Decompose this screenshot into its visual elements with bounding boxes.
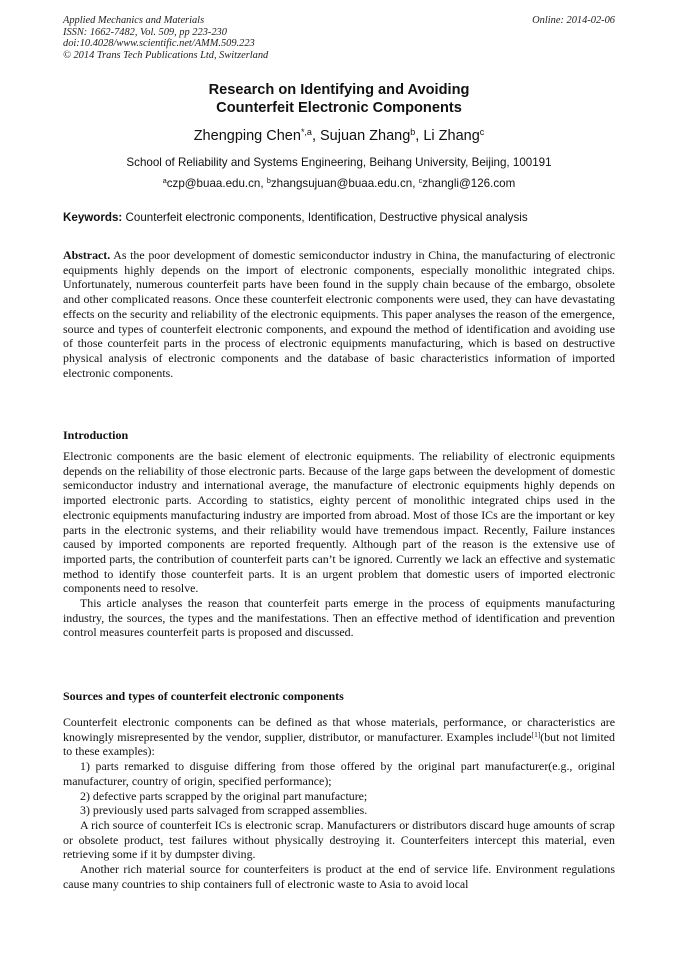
author-separator: ,: [311, 128, 320, 144]
sources-body: [63, 715, 615, 891]
intro-paragraph-1: Electronic components are the basic element of electronic equipments. The reliability of electronic equipments depends on the reliability of those electronic parts. Because of the large gaps between the development of domestic semiconductor industry and international average, the manufacture of electronic equipments highly depends on imported electronic parts. According to statistics, eighty percent of monolithic integrated chips used in the electronic equipments manufacturing industry are imported from abroad. Most of those ICs are the important or key parts in the electronic systems, and their reliability would have tremendous impact. Recently, Failure instances caused by imported components are reported frequently. Although part of the reason is the extensive use of imported parts, the contribution of counterfeit parts can’t be ignored. Currently we lack an effective and systematic method to identify those counterfeit parts. It is an urgent problem that domestic users of imported electronic components need to resolve.: [63, 449, 615, 596]
doi-line: doi:10.4028/www.scientific.net/AMM.509.223: [63, 38, 255, 49]
introduction-heading: Introduction: [63, 428, 129, 442]
email-b-mark: b: [266, 176, 271, 186]
sources-heading: Sources and types of counterfeit electronic components: [63, 689, 344, 703]
list-item-2: 2) defective parts scrapped by the original part manufacture;: [80, 788, 368, 803]
sources-paragraph-1: [63, 715, 615, 759]
journal-header: [63, 15, 268, 61]
author-1-mark: *,a: [300, 127, 312, 138]
author-3: Li Zhang: [423, 128, 480, 144]
author-2-mark: b: [410, 127, 416, 138]
list-item-3: 3) previously used parts salvaged from scrapped assemblies.: [80, 803, 368, 818]
sources-p1-text: Counterfeit electronic components can be defined as that whose materials, performance, or characteristics are knowingly misrepresented by the vendor, supplier, distributor, or manufacturer. Examples include: [63, 715, 615, 744]
author-1: Zhengping Chen: [193, 128, 301, 144]
online-date: Online: 2014-02-06: [532, 15, 615, 26]
affiliation: School of Reliability and Systems Engineering, Beihang University, Beijing, 100191: [126, 156, 552, 169]
journal-name: Applied Mechanics and Materials: [63, 15, 205, 26]
author-emails: [0, 177, 678, 190]
abstract-text: As the poor development of domestic semiconductor industry in China, the manufacturing of electronic equipments highly depends on the import of electronic components, especially monolithic integrated chips. Unfortunately, numerous counterfeit parts have been found in the supply chain because of the embargo, obsolete and other complicated reasons. Once these counterfeit electronic components were used, they can have devastating effects on the security and reliability of the electronic equipments. This paper analyses the reason of the emergence, source and types of counterfeit electronic components, and expound the method of identification and avoiding use of those counterfeit parts in the process of electronic equipments manufacturing, which is based on destructive physical analysis of electronic components and the database of basic characteristics information of imported electronic components.: [63, 248, 615, 380]
list-item-1: 1) parts remarked to disguise differing from those offered by the original part manufacturer(e.g., original manufacturer, country of origin, specified performance);: [63, 759, 615, 788]
issn-line: ISSN: 1662-7482, Vol. 509, pp 223-230: [63, 26, 227, 38]
citation-1: [1]: [531, 729, 541, 739]
introduction-body: [63, 449, 615, 640]
author-2: Sujuan Zhang: [320, 128, 411, 144]
email-a: czp@buaa.edu.cn: [166, 177, 261, 190]
author-separator: ,: [415, 128, 424, 144]
copyright-line: © 2014 Trans Tech Publications Ltd, Switzerland: [63, 49, 269, 61]
email-c-mark: c: [418, 176, 423, 186]
email-b: zhangsujuan@buaa.edu.cn: [270, 177, 413, 190]
sources-p1-tail: (but not limited to these examples):: [63, 729, 615, 759]
title-line-1: Research on Identifying and Avoiding: [208, 82, 470, 98]
abstract: [63, 248, 615, 380]
keywords: [63, 211, 615, 224]
intro-paragraph-2: This article analyses the reason that counterfeit parts emerge in the process of equipments manufacturing industry, the sources, the types and the manifestations. Then an effective method of identification and prevention control measures counterfeit parts is proposed and discussed.: [63, 596, 615, 640]
email-separator: ,: [260, 177, 267, 190]
email-a-mark: a: [162, 176, 167, 186]
title-line-2: Counterfeit Electronic Components: [216, 100, 462, 116]
sources-paragraph-2: A rich source of counterfeit ICs is electronic scrap. Manufacturers or distributors discard huge amounts of scrap or obsolete product, test failures without physically destroying it. Counterfeiters intercept this material, even retrieving some if it by dumpster diving.: [63, 817, 615, 862]
paper-title: [0, 81, 678, 117]
keywords-text: Counterfeit electronic components, Identification, Destructive physical analysis: [122, 211, 528, 224]
sources-paragraph-3: Another rich material source for counterfeiters is product at the end of service life. Environment regulations cause many countries to ship containers full of electronic waste to Asia to avoid local: [63, 862, 615, 891]
author-3-mark: c: [479, 127, 485, 138]
email-c: zhangli@126.com: [422, 177, 516, 190]
keywords-label: Keywords:: [63, 211, 123, 224]
abstract-label: Abstract.: [63, 248, 111, 262]
email-separator: ,: [412, 177, 419, 190]
author-list: [0, 128, 678, 144]
